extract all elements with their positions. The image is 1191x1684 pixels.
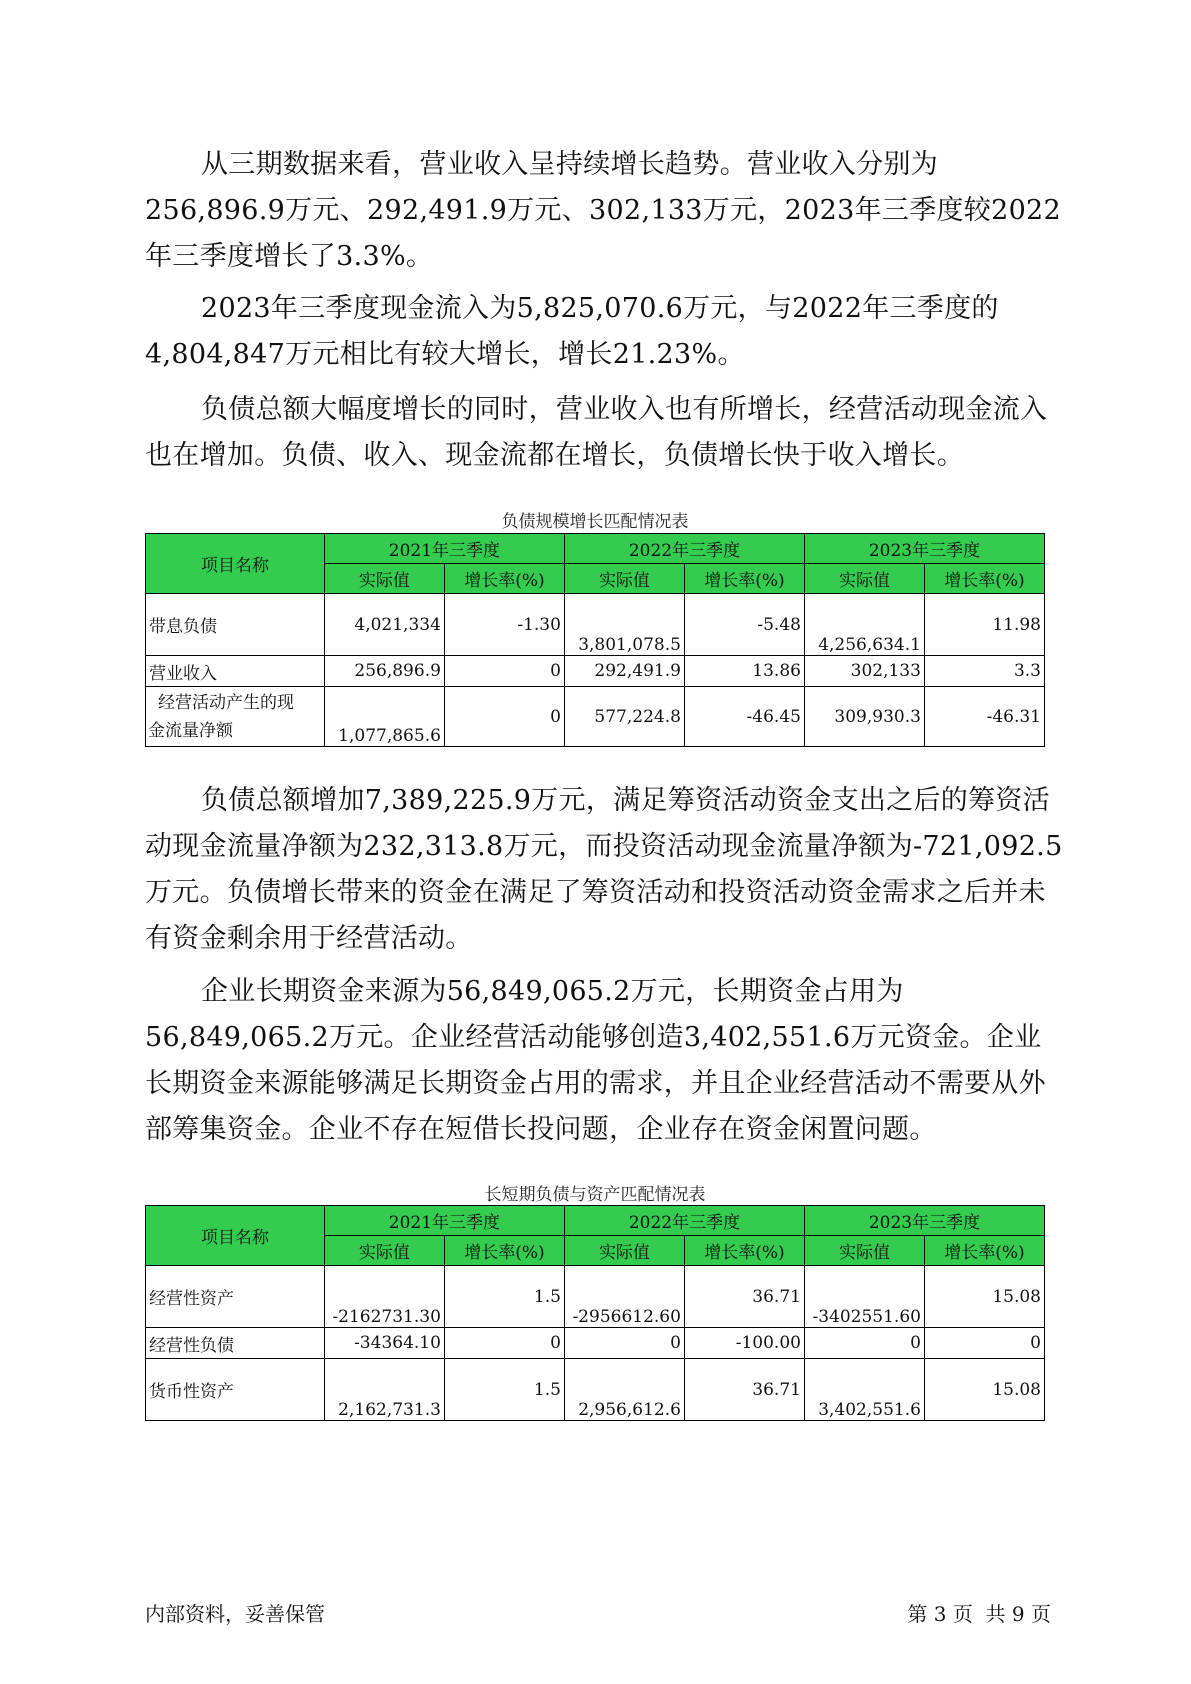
- header-actual: 实际值: [324, 564, 444, 594]
- header-growth: 增长率(%): [444, 1236, 564, 1266]
- table-cell: -1.30: [444, 594, 564, 656]
- row-label: 带息负债: [146, 594, 325, 656]
- footer-page-number: 第 3 页 共 9 页: [907, 1602, 1051, 1626]
- debt-scale-table: [145, 533, 1045, 747]
- table-cell: 13.86: [684, 656, 804, 687]
- row-label: 货币性资产: [146, 1359, 325, 1421]
- table-row: [146, 1328, 1045, 1359]
- table-cell: -5.48: [684, 594, 804, 656]
- table-row: [146, 687, 1045, 747]
- paragraph-debt-total: 负债总额增加7,389,225.9万元，满足筹资活动资金支出之后的筹资活动现金流量净额为232,313.8万元，而投资活动现金流量净额为-721,092.5万元。负债增长带来的资金在满足了筹资活动和投资活动资金需求之后并未有资金剩余用于经营活动。: [145, 785, 1063, 954]
- table-cell: 15.08: [924, 1359, 1044, 1421]
- table-cell: -2956612.60: [564, 1266, 684, 1328]
- header-growth: 增长率(%): [684, 1236, 804, 1266]
- row-label: 营业收入: [146, 656, 325, 687]
- table-cell: -100.00: [684, 1328, 804, 1359]
- header-growth: 增长率(%): [924, 1236, 1044, 1266]
- footer-confidential-note: 内部资料，妥善保管: [145, 1602, 325, 1626]
- table-cell: 3,801,078.5: [564, 594, 684, 656]
- table-cell: -46.45: [684, 687, 804, 747]
- table-cell: 0: [444, 1328, 564, 1359]
- table-row: [146, 1266, 1045, 1328]
- header-period-2021: 2021年三季度: [324, 1206, 564, 1236]
- table-cell: 309,930.3: [804, 687, 924, 747]
- header-item-name: 项目名称: [146, 1206, 325, 1266]
- row-label: 经营性负债: [146, 1328, 325, 1359]
- row-label: 经营性资产: [146, 1266, 325, 1328]
- asset-liability-match-table: [145, 1205, 1045, 1421]
- table-cell: 4,021,334: [324, 594, 444, 656]
- header-period-2023: 2023年三季度: [804, 1206, 1044, 1236]
- row-label-line: 金流量净额: [148, 720, 233, 741]
- paragraph-revenue-trend: 从三期数据来看，营业收入呈持续增长趋势。营业收入分别为256,896.9万元、292,491.9万元、302,133万元，2023年三季度较2022年三季度增长了3.3%。: [145, 149, 1062, 272]
- table-row: [146, 1359, 1045, 1421]
- table-cell: 256,896.9: [324, 656, 444, 687]
- header-actual: 实际值: [804, 1236, 924, 1266]
- table-cell: 0: [564, 1328, 684, 1359]
- table-header-row: [146, 534, 1045, 564]
- table-cell: 577,224.8: [564, 687, 684, 747]
- header-actual: 实际值: [804, 564, 924, 594]
- header-period-2021: 2021年三季度: [324, 534, 564, 564]
- table-cell: 36.71: [684, 1266, 804, 1328]
- table-cell: 0: [924, 1328, 1044, 1359]
- table-cell: 3,402,551.6: [804, 1359, 924, 1421]
- table-row: [146, 656, 1045, 687]
- header-period-2022: 2022年三季度: [564, 1206, 804, 1236]
- table-cell: 292,491.9: [564, 656, 684, 687]
- table-cell: 11.98: [924, 594, 1044, 656]
- table-cell: -34364.10: [324, 1328, 444, 1359]
- header-actual: 实际值: [564, 1236, 684, 1266]
- row-label: [146, 687, 325, 747]
- table2-caption: 长短期负债与资产匹配情况表: [484, 1185, 706, 1205]
- table-cell: 1.5: [444, 1266, 564, 1328]
- table-cell: 2,956,612.6: [564, 1359, 684, 1421]
- header-item-name: 项目名称: [146, 534, 325, 594]
- table-cell: 1.5: [444, 1359, 564, 1421]
- table-cell: -2162731.30: [324, 1266, 444, 1328]
- table-cell: 15.08: [924, 1266, 1044, 1328]
- header-actual: 实际值: [324, 1236, 444, 1266]
- paragraph-long-term-funds: 企业长期资金来源为56,849,065.2万元，长期资金占用为56,849,065.2万元。企业经营活动能够创造3,402,551.6万元资金。企业长期资金来源能够满足长期资金占用的需求，并且企业经营活动不需要从外部筹集资金。企业不存在短借长投问题，企业存在资金闲置问题。: [145, 976, 1046, 1145]
- header-actual: 实际值: [564, 564, 684, 594]
- table1-caption: 负债规模增长匹配情况表: [501, 512, 689, 532]
- paragraph-cash-inflow: 2023年三季度现金流入为5,825,070.6万元，与2022年三季度的4,804,847万元相比有较大增长，增长21.23%。: [145, 293, 999, 370]
- paragraph-debt-growth: 负债总额大幅度增长的同时，营业收入也有所增长，经营活动现金流入也在增加。负债、收入、现金流都在增长，负债增长快于收入增长。: [145, 394, 1048, 471]
- header-growth: 增长率(%): [444, 564, 564, 594]
- table-cell: 302,133: [804, 656, 924, 687]
- table-cell: 3.3: [924, 656, 1044, 687]
- table-cell: 0: [804, 1328, 924, 1359]
- table-cell: 0: [444, 687, 564, 747]
- header-period-2023: 2023年三季度: [804, 534, 1044, 564]
- table-cell: 36.71: [684, 1359, 804, 1421]
- table-cell: -46.31: [924, 687, 1044, 747]
- table-row: [146, 594, 1045, 656]
- table-cell: 2,162,731.3: [324, 1359, 444, 1421]
- table-cell: -3402551.60: [804, 1266, 924, 1328]
- table-header-row: [146, 1206, 1045, 1236]
- header-growth: 增长率(%): [684, 564, 804, 594]
- row-label-line: 经营活动产生的现: [158, 692, 294, 713]
- table-cell: 0: [444, 656, 564, 687]
- table-cell: 1,077,865.6: [324, 687, 444, 747]
- table-cell: 4,256,634.1: [804, 594, 924, 656]
- header-period-2022: 2022年三季度: [564, 534, 804, 564]
- header-growth: 增长率(%): [924, 564, 1044, 594]
